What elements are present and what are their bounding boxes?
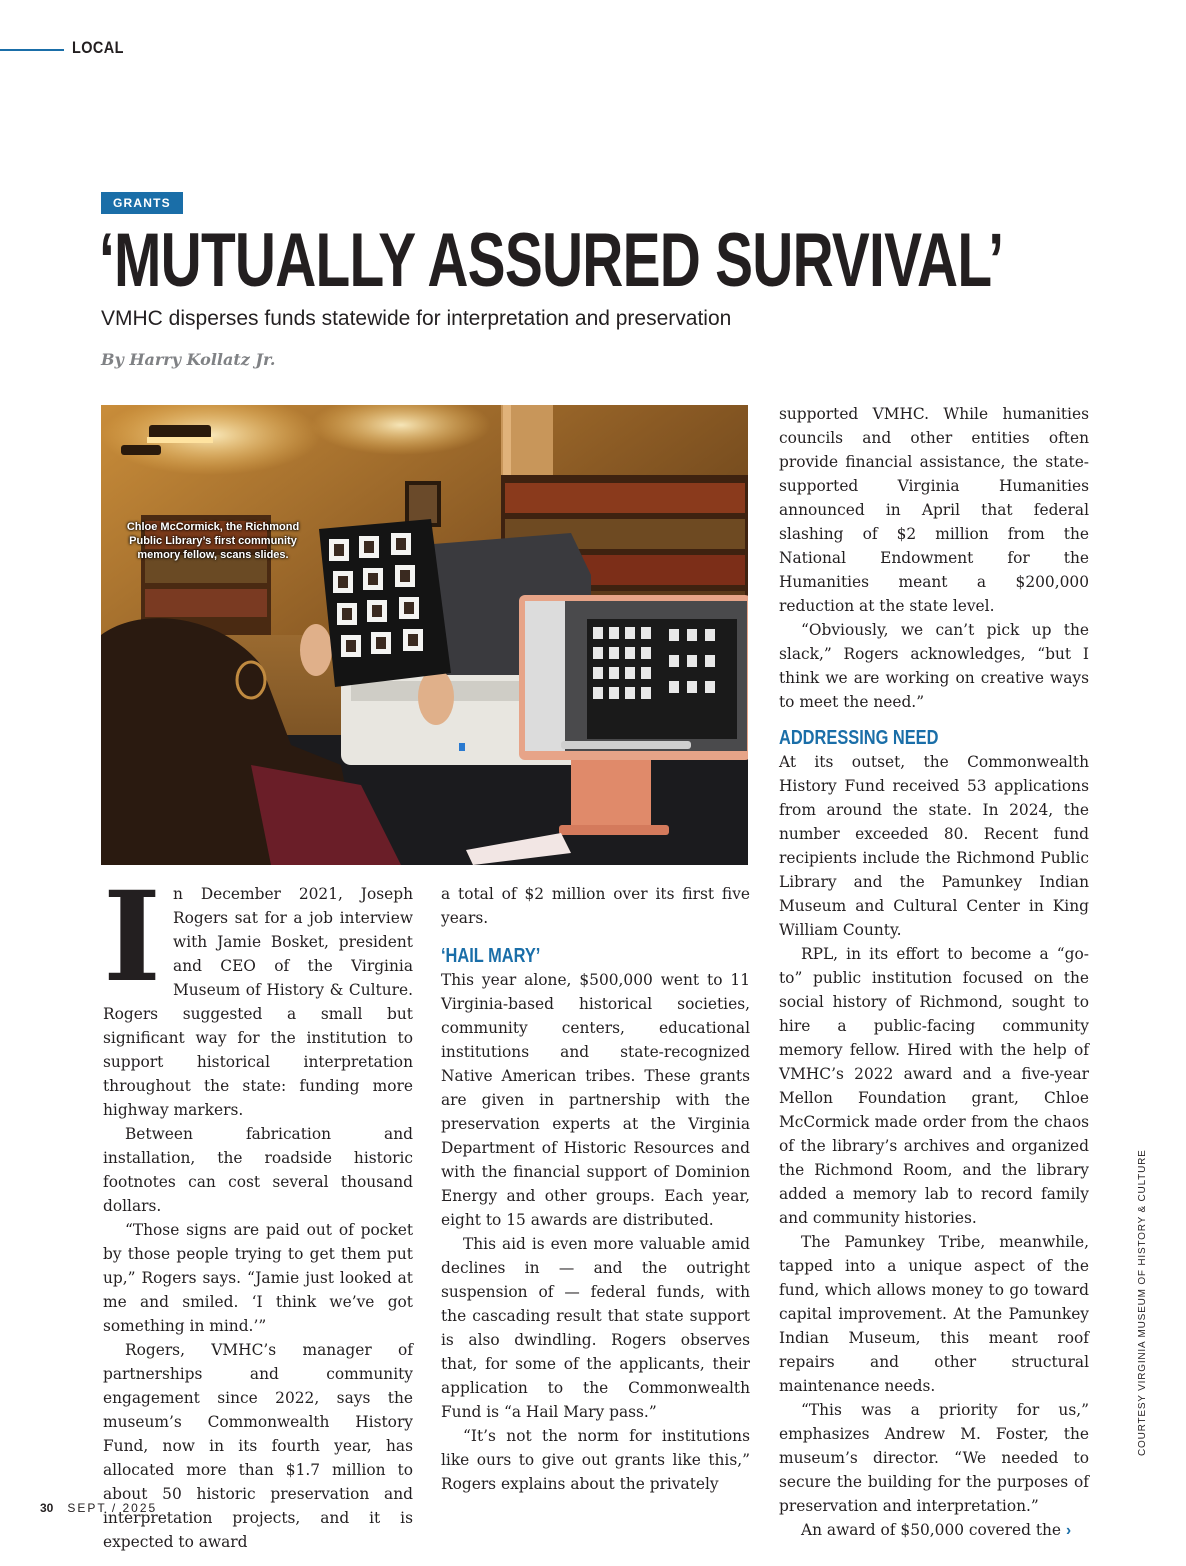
headline: ‘MUTUALLY ASSURED SURVIVAL’	[99, 218, 1004, 303]
section-label: LOCAL	[72, 38, 124, 57]
issue-date: SEPT / 2025	[67, 1501, 158, 1515]
article-column-3	[779, 402, 1089, 1543]
paragraph: “Those signs are paid out of pocket by those people trying to get them put up,” Rogers says. “Jamie just looked at me and smiled. ‘I think we’ve got something in mind.’”	[103, 1221, 413, 1335]
byline: By Harry Kollatz Jr.	[101, 350, 276, 369]
subhead-hail-mary: ‘HAIL MARY’	[441, 945, 541, 967]
paragraph: “Obviously, we can’t pick up the slack,” Rogers acknowledges, “but I think we are working on creative ways to meet the need.”	[779, 621, 1089, 711]
paragraph: Between fabrication and installation, the roadside historic footnotes can cost several thousand dollars.	[103, 1125, 413, 1215]
paragraph: RPL, in its effort to become a “go-to” public institution focused on the social history of Richmond, sought to hire a public-facing community memory fellow. Hired with the help of VMHC’s 2022 award and a five-year Mellon Foundation grant, Chloe McCormick made order from the chaos of the library’s archives and organized the Richmond Room, and the library added a memory lab to record family and community histories.	[779, 945, 1089, 1227]
paragraph: The Pamunkey Tribe, meanwhile, tapped into a unique aspect of the fund, which allows money to go toward capital improvement. At the Pamunkey Indian Museum, this meant roof repairs and other structural maintenance needs.	[779, 1233, 1089, 1395]
page-footer	[40, 1501, 157, 1515]
paragraph-text: An award of $50,000 covered the	[801, 1521, 1062, 1539]
drop-cap: I	[103, 865, 162, 1010]
article-column-2	[441, 882, 750, 1496]
article-column-1	[103, 865, 413, 1554]
paragraph: “This was a priority for us,” emphasizes Andrew M. Foster, the museum’s director. “We needed to secure the building for the purposes of preservation and interpretation.”	[779, 1401, 1089, 1515]
section-rule	[0, 49, 64, 51]
paragraph: Rogers, VMHC’s manager of partnerships and community engagement since 2022, says the museum’s Commonwealth History Fund, now in its fourth year, has allocated more than $1.7 million to about 50 historic preservation and interpretation projects, and it is expected to award	[103, 1341, 413, 1551]
paragraph: This year alone, $500,000 went to 11 Virginia-based historical societies, community centers, educational institutions and state-recognized Native American tribes. These grants are given in partnership with the preservation experts at the Virginia Department of Historic Resources and with the financial support of Dominion Energy and other groups. Each year, eight to 15 awards are distributed.	[441, 971, 750, 1229]
paragraph: supported VMHC. While humanities councils and other entities often provide financial assistance, the state-supported Virginia Humanities announced in April that federal slashing of $2 million from the National Endowment for the Humanities meant a $200,000 reduction at the state level.	[779, 405, 1089, 615]
continue-arrow-icon: ›	[1065, 1522, 1072, 1539]
dek: VMHC disperses funds statewide for interpretation and preservation	[101, 307, 732, 330]
photo-credit: COURTESY VIRGINIA MUSEUM OF HISTORY & CULTURE	[1137, 1149, 1148, 1456]
page-number: 30	[40, 1501, 54, 1515]
article-photo	[101, 405, 748, 865]
paragraph: a total of $2 million over its first five years.	[441, 885, 750, 927]
category-tag: GRANTS	[101, 192, 183, 214]
paragraph: n December 2021, Joseph Rogers sat for a job interview with Jamie Bosket, president and CEO of the Virginia Museum of History & Culture. Rogers suggested a small but significant way for the institution to support historical interpretation throughout the state: funding more highway markers.	[103, 885, 413, 1119]
photo-caption: Chloe McCormick, the Richmond Public Library’s first community memory fellow, scans slides.	[126, 521, 300, 561]
paragraph: At its outset, the Commonwealth History Fund received 53 applications from around the state. In 2024, the number exceeded 80. Recent fund recipients include the Richmond Public Library and the Pamunkey Indian Museum and Cultural Center in King William County.	[779, 753, 1089, 939]
subhead-addressing-need: ADDRESSING NEED	[779, 727, 939, 749]
paragraph-continued	[779, 1518, 1089, 1543]
paragraph: This aid is even more valuable amid declines in — and the outright suspension of — federal funds, with the cascading result that state support is also dwindling. Rogers observes that, for some of the applicants, their application to the Commonwealth Fund is “a Hail Mary pass.”	[441, 1235, 750, 1421]
slide-sheet	[319, 519, 451, 687]
paragraph: “It’s not the norm for institutions like ours to give out grants like this,” Rogers explains about the privately	[441, 1427, 750, 1493]
